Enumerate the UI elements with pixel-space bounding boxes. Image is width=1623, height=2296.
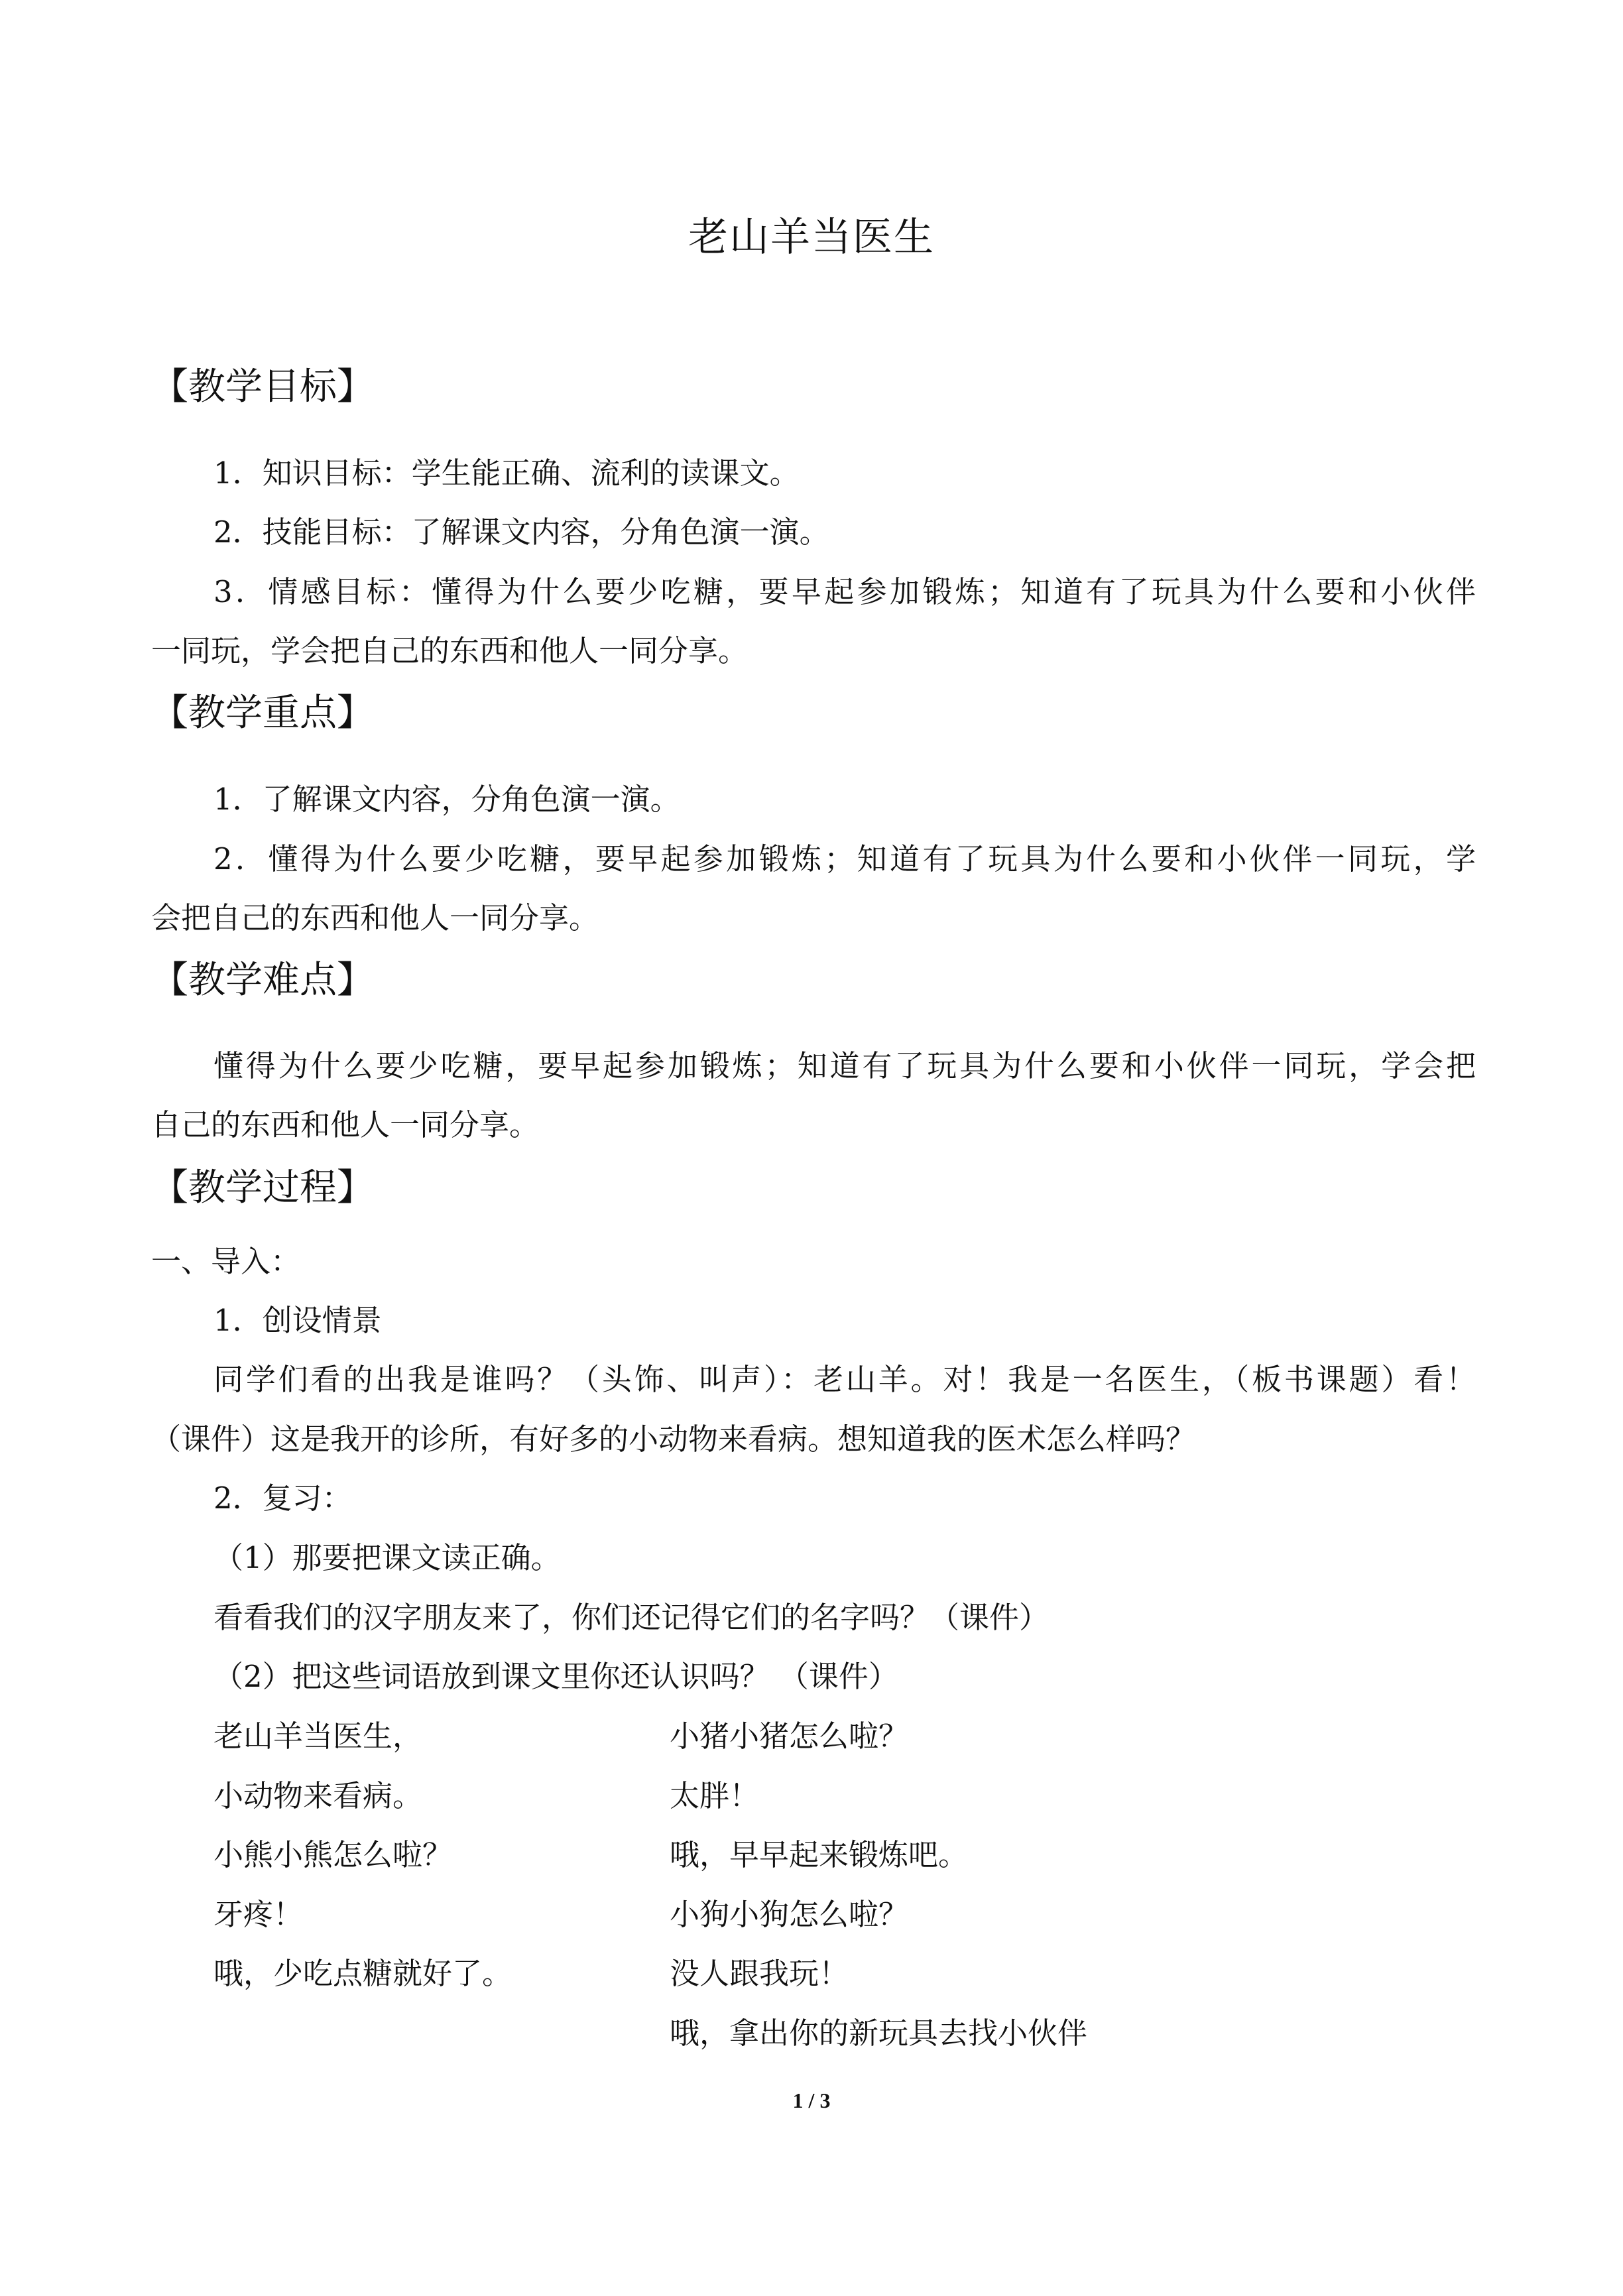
heading-teaching-goals: 【教学目标】 <box>151 365 374 408</box>
goal-item: 2．技能目标：了解课文内容，分角色演一演。 <box>213 514 829 550</box>
difficulty-text: 懂得为什么要少吃糖，要早起参加锻炼；知道有了玩具为什么要和小伙伴一同玩，学会把 <box>213 1048 1476 1083</box>
poem-left-line: 牙疼！ <box>213 1897 304 1932</box>
poem-left-line: 老山羊当医生， <box>213 1719 423 1754</box>
heading-teaching-process: 【教学过程】 <box>151 1166 374 1209</box>
step1-text: 同学们看的出我是谁吗？（头饰、叫声）：老山羊。对！我是一名医生，（板书课题）看！ <box>213 1362 1476 1397</box>
poem-right-line: 太胖！ <box>670 1778 760 1813</box>
heading-teaching-focus: 【教学重点】 <box>151 692 374 735</box>
focus-item: 1．了解课文内容，分角色演一演。 <box>213 782 680 817</box>
poem-right-line: 没人跟我玩！ <box>670 1956 849 1991</box>
sub1-label: （1）那要把课文读正确。 <box>213 1540 561 1575</box>
step1-text-continuation: （课件）这是我开的诊所，有好多的小动物来看病。想知道我的医术怎么样吗？ <box>151 1421 1196 1457</box>
step2-label: 2．复习： <box>213 1480 352 1516</box>
poem-right-line: 哦，早早起来锻炼吧。 <box>670 1837 969 1872</box>
poem-right-line: 小狗小狗怎么啦？ <box>670 1897 909 1932</box>
focus-item: 2．懂得为什么要少吃糖，要早起参加锻炼；知道有了玩具为什么要和小伙伴一同玩，学 <box>213 841 1476 876</box>
goal-item: 3．情感目标：懂得为什么要少吃糖，要早起参加锻炼；知道有了玩具为什么要和小伙伴 <box>213 574 1476 609</box>
poem-right-line: 哦，拿出你的新玩具去找小伙伴 <box>670 2016 1088 2051</box>
sub1-text: 看看我们的汉字朋友来了，你们还记得它们的名字吗？（课件） <box>213 1600 1050 1635</box>
page-title: 老山羊当医生 <box>688 214 935 261</box>
focus-item-continuation: 会把自己的东西和他人一同分享。 <box>151 900 599 936</box>
goal-item-continuation: 一同玩，学会把自己的东西和他人一同分享。 <box>151 633 749 668</box>
intro-label: 一、导入： <box>151 1244 301 1279</box>
step1-label: 1．创设情景 <box>213 1303 382 1338</box>
sub2-label: （2）把这些词语放到课文里你还认识吗？ （课件） <box>213 1659 898 1694</box>
poem-left-line: 小熊小熊怎么啦？ <box>213 1837 453 1872</box>
poem-right-line: 小猪小猪怎么啦？ <box>670 1719 909 1754</box>
goal-item: 1．知识目标：学生能正确、流利的读课文。 <box>213 455 800 491</box>
poem-left-line: 小动物来看病。 <box>213 1778 423 1813</box>
difficulty-text-continuation: 自己的东西和他人一同分享。 <box>151 1107 540 1142</box>
heading-teaching-difficulty: 【教学难点】 <box>151 959 374 1002</box>
poem-left-line: 哦，少吃点糖就好了。 <box>213 1956 512 1991</box>
page-number: 1 / 3 <box>792 2088 831 2112</box>
